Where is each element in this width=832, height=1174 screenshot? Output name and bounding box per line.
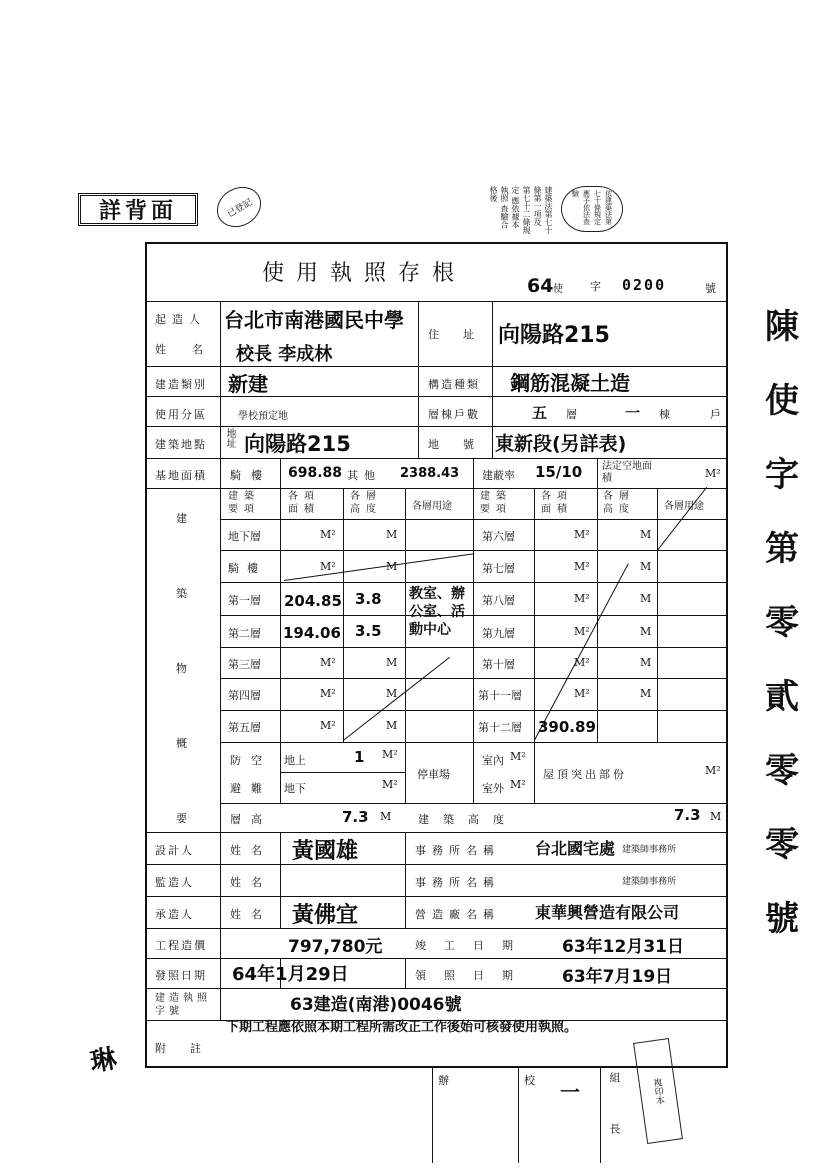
building-side-label-1: 建: [176, 512, 189, 525]
height-label: 層高: [230, 813, 272, 826]
contractor-name: 黃佛宜: [292, 903, 359, 928]
legal-stamp: [488, 186, 720, 234]
supervisor-office-label: 事務所名稱: [415, 876, 500, 889]
license-char: 使: [553, 284, 563, 295]
floor-12: 第十二層: [478, 721, 522, 734]
other-value: 2388.43: [400, 466, 460, 481]
designer-office: 台北國宅處: [535, 839, 616, 858]
unit-m: M: [386, 528, 398, 541]
site-value: 向陽路215: [244, 432, 351, 456]
form-title: 使用執照存根: [262, 261, 467, 286]
contractor-label: 承造人: [155, 908, 194, 921]
right-margin-text: 陳 使 字 第 零 貳 零 零 號: [765, 307, 799, 939]
below-unit: M²: [382, 778, 398, 791]
floors-household-unit: 戶: [710, 408, 721, 421]
license-number: 0200: [622, 276, 667, 294]
below-ground-label: 地下: [284, 782, 306, 795]
contractor-name-label: 姓名: [230, 908, 272, 921]
unit-m: M: [386, 656, 398, 669]
unit-m: M: [386, 560, 398, 573]
supervisor-name-label: 姓名: [230, 876, 272, 889]
building-side-label-4: 概: [176, 737, 189, 750]
unit-m2: M²: [320, 528, 336, 541]
arcade-label: 騎樓: [230, 469, 272, 482]
above-unit: M²: [382, 748, 398, 761]
supervisor-office-seal: 建築師事務所: [622, 877, 677, 887]
designer-label: 設計人: [155, 844, 194, 857]
license-year: 64: [527, 275, 554, 297]
shelter-label-1: 防空: [230, 754, 272, 767]
builder-name-label: 姓名: [155, 343, 229, 356]
floor-10: 第十層: [482, 658, 515, 671]
supervisor-label: 監造人: [155, 876, 194, 889]
roof-label: 屋頂突出部份: [543, 768, 627, 781]
col-header-item-right: 建築要項: [480, 491, 512, 515]
arcade-value: 698.88: [288, 465, 343, 481]
unit-m2: M²: [320, 656, 336, 669]
legal-stamp-oval: 依建築法第七十條規定 應予依法查驗: [561, 186, 623, 232]
legal-stamp-text: 建築法第七十 條第一項及 第七十二條規定 應依據本執照 查驗合格後: [489, 186, 553, 234]
category-label: 建造類別: [155, 378, 207, 391]
parking-outdoor-label: 室外: [482, 782, 504, 795]
floor-2-height: 3.5: [355, 622, 382, 640]
floors-layer-unit: 層: [566, 408, 577, 421]
legal-area-unit: M²: [705, 467, 721, 480]
unit-m: M: [386, 719, 398, 732]
signoff-chief-label: 組長: [608, 1072, 621, 1174]
above-ground-value: 1: [354, 748, 365, 766]
unit-m2: M²: [574, 528, 590, 541]
receive-label: 領照日期: [415, 969, 531, 982]
floor-3: 第三層: [228, 658, 261, 671]
designer-office-seal: 建築師事務所: [622, 845, 677, 855]
col-header-area: 各項面積: [288, 491, 320, 515]
unit-m: M: [640, 625, 652, 638]
unit-m2: M²: [574, 592, 590, 605]
other-label: 其他: [347, 469, 381, 482]
left-margin-mark: 琳: [88, 1043, 119, 1078]
floor-use-note: 教室、辦公室、活動中心: [409, 586, 465, 638]
unit-m2: M²: [574, 625, 590, 638]
col-header-use-right: 各層用途: [664, 501, 704, 512]
floor-1-area: 204.85: [284, 592, 342, 610]
license-suffix: 號: [705, 282, 716, 295]
cost-label: 工程造價: [155, 939, 207, 952]
contractor-company-label: 營造廠名稱: [415, 908, 500, 921]
unit-m: M: [640, 560, 652, 573]
structure-value: 鋼筋混凝土造: [510, 371, 630, 395]
designer-office-label: 事務所名稱: [415, 844, 500, 857]
floor-1: 第一層: [228, 594, 261, 607]
issue-label: 發照日期: [155, 969, 207, 982]
parking-outdoor-unit: M²: [510, 778, 526, 791]
col-header-height-right: 各層高度: [603, 491, 635, 515]
shelter-label-2: 避難: [230, 782, 272, 795]
building-height-unit: M: [710, 810, 722, 823]
builder-signature: 校長 李成林: [236, 344, 333, 365]
floor-6: 第六層: [482, 530, 515, 543]
address-label: 住址: [428, 328, 498, 341]
unit-m: M: [386, 687, 398, 700]
site-sub-label: 地址: [224, 428, 235, 448]
unit-m: M: [640, 592, 652, 605]
license-word: 字: [590, 280, 601, 293]
floors-blocks-value: 一: [625, 404, 641, 422]
floors-block-unit: 棟: [659, 408, 670, 421]
above-ground-label: 地上: [284, 754, 306, 767]
floor-arcade: 騎樓: [228, 562, 266, 575]
signoff-handler-label: 辦: [438, 1074, 449, 1087]
designer-name-label: 姓名: [230, 844, 272, 857]
building-side-label-5: 要: [176, 812, 189, 825]
building-height-label: 建築高度: [418, 813, 518, 826]
note-label: 附註: [155, 1042, 225, 1055]
floors-label: 層棟戶數: [428, 408, 480, 421]
signoff-initials: 一: [560, 1080, 580, 1104]
coverage-value: 15/10: [535, 463, 583, 481]
lot-value: 東新段(另詳表): [495, 433, 627, 455]
floor-8: 第八層: [482, 594, 515, 607]
height-value: 7.3: [342, 808, 369, 826]
floor-4: 第四層: [228, 689, 261, 702]
area-label: 基地面積: [155, 469, 207, 482]
registered-stamp: 已登記: [210, 179, 269, 235]
col-header-area-right: 各項面積: [541, 491, 573, 515]
completion-value: 63年12月31日: [562, 937, 684, 957]
floor-5: 第五層: [228, 721, 261, 734]
address-value: 向陽路215: [498, 323, 610, 348]
building-height-value: 7.3: [674, 806, 701, 824]
legal-area-label: 法定空地面積: [602, 461, 652, 484]
site-label: 建築地點: [155, 438, 207, 451]
lot-label: 地號: [428, 438, 498, 451]
detail-back-label: 詳背面: [78, 193, 198, 226]
height-unit: M: [380, 810, 392, 823]
floor-7: 第七層: [482, 562, 515, 575]
structure-label: 構造種類: [428, 378, 480, 391]
parking-indoor-unit: M²: [510, 750, 526, 763]
zone-value: 學校預定地: [238, 411, 288, 422]
floor-2: 第二層: [228, 627, 261, 640]
zone-label: 使用分區: [155, 408, 207, 421]
floors-layers-value: 五: [532, 404, 548, 422]
cost-value: 797,780元: [288, 937, 383, 957]
unit-m2: M²: [320, 687, 336, 700]
signoff-check-label: 校: [524, 1074, 535, 1087]
builder-value: 台北市南港國民中學: [224, 308, 404, 332]
col-header-item: 建築要項: [228, 491, 260, 515]
builder-label: 起造人: [155, 313, 206, 326]
roof-unit: M²: [705, 764, 721, 777]
floor-2-area: 194.06: [283, 624, 341, 642]
contractor-company: 東華興營造有限公司: [535, 903, 680, 922]
unit-m2: M²: [574, 560, 590, 573]
parking-label: 停車場: [417, 768, 450, 781]
completion-label: 竣工日期: [415, 939, 531, 952]
unit-m2: M²: [574, 687, 590, 700]
col-header-height: 各層高度: [350, 491, 382, 515]
col-header-use: 各層用途: [412, 501, 452, 512]
floor-11: 第十一層: [478, 689, 522, 702]
building-side-label-2: 築: [176, 587, 189, 600]
unit-m2: M²: [574, 656, 590, 669]
floor-9: 第九層: [482, 627, 515, 640]
issue-value: 64年1月29日: [232, 964, 349, 985]
coverage-label: 建蔽率: [482, 469, 515, 482]
receive-value: 63年7月19日: [562, 967, 673, 987]
unit-m2: M²: [320, 719, 336, 732]
building-side-label-3: 物: [176, 662, 189, 675]
floor-basement: 地下層: [228, 530, 261, 543]
unit-m: M: [640, 656, 652, 669]
designer-name: 黃國雄: [292, 839, 359, 864]
copy-stamp: 複印本: [633, 1038, 683, 1144]
permit-label: 建造執照字號: [155, 993, 211, 1017]
unit-m: M: [640, 528, 652, 541]
permit-value: 63建造(南港)0046號: [290, 995, 462, 1015]
floor-1-height: 3.8: [355, 590, 382, 608]
unit-m: M: [640, 687, 652, 700]
category-value: 新建: [228, 372, 268, 396]
note-value: 下期工程應依照本期工程所需改正工作後始可核發使用執照。: [226, 1020, 578, 1035]
right-total-area: 390.89: [538, 718, 596, 736]
parking-indoor-label: 室內: [482, 754, 504, 767]
unit-m2: M²: [320, 560, 336, 573]
